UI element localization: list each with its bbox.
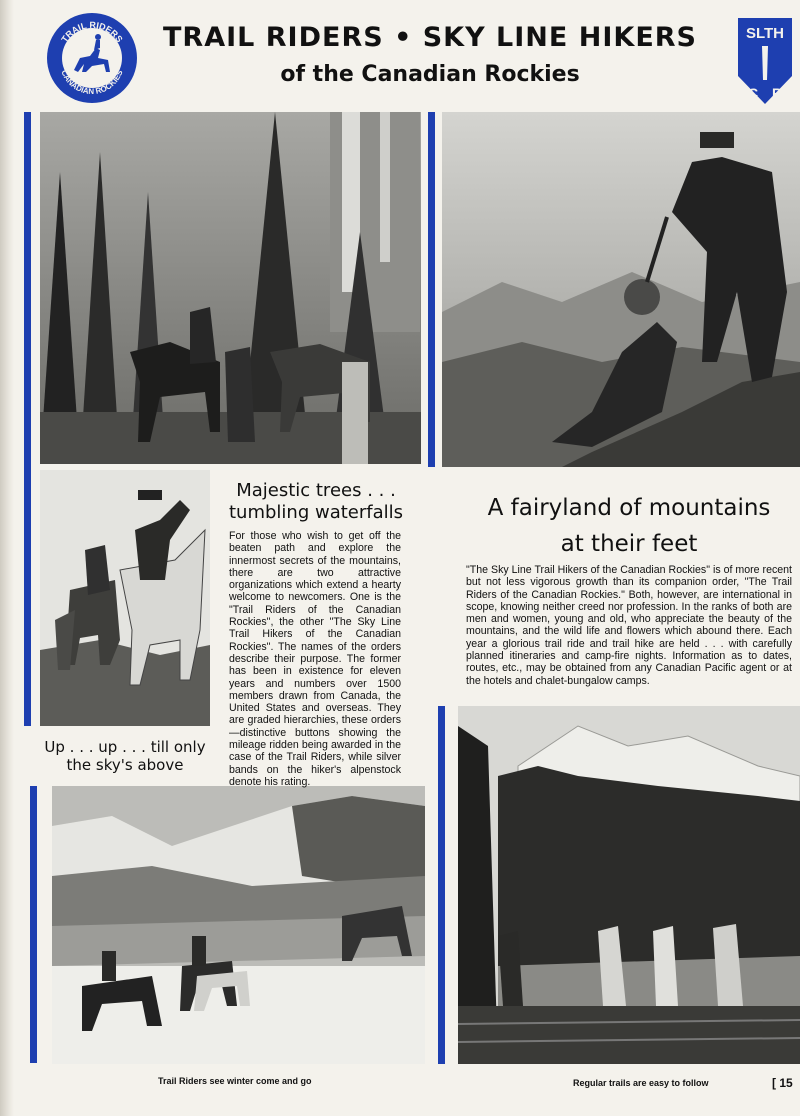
heading-line: tumbling waterfalls (228, 501, 403, 523)
svg-text:TRAIL RIDERS: TRAIL RIDERS (59, 19, 125, 45)
page-binding-edge (0, 0, 14, 1116)
fairyland-body-text: "The Sky Line Trail Hikers of the Canadian Rockies" is of more recent but not less vigorous growth than its companion order, "The Trail Riders of the Canadian Rockies." Both, however, are international in scope, knowing neither creed nor profession. In the ranks of both are men and women, young and old, who appreciate the beauty of the mountains, and the wild life and flowers which abound there. Each year a glorious trail ride and trail hike are held . . . with carefully planned itineraries and camp-fire nights. Information as to dates, routes, etc., may be obtained from any Canadian Pacific agent or at the hotels and chalet-bungalow camps. (466, 564, 792, 687)
caption-winter: Trail Riders see winter come and go (158, 1076, 312, 1086)
heading-fairyland (464, 490, 794, 562)
svg-text:SLTH: SLTH (745, 25, 785, 42)
photo-hikers-summit (442, 112, 800, 467)
svg-text:C: C (748, 85, 759, 101)
page-subtitle: of the Canadian Rockies (280, 62, 580, 87)
heading-line: Majestic trees . . . (236, 480, 396, 501)
heading-line: the sky's above (66, 756, 184, 774)
heading-up-up (30, 738, 220, 774)
caption-trails: Regular trails are easy to follow (573, 1078, 709, 1088)
heading-line: at their feet (560, 531, 698, 557)
heading-line: A fairyland of mountains (487, 495, 771, 521)
page-number: [ 15 (772, 1076, 793, 1090)
svg-text:CANADIAN ROCKIES: CANADIAN ROCKIES (59, 68, 125, 97)
heading-line: Up . . . up . . . till only (44, 738, 206, 756)
trees-body-text: For those who wish to get off the beaten path and explore the innermost secrets of the mountains, there are two attractive organizations which extend a hearty welcome to newcomers. One is the "Trail Riders of the Canadian Rockies", the other "The Sky Line Trail Hikers of the Canadian Rockies". The names of the orders describe their purpose. The former has been in existence for eleven years and numbers over 1500 members drawn from Canada, the United States and overseas. They are graded hierarchies, these orders—distinctive buttons showing the mileage ridden being awarded in the case of the Trail Riders, while silver bands on the hiker's alpenstock denote his rating. (229, 530, 401, 788)
svg-text:R: R (772, 85, 783, 101)
heading-majestic-trees (220, 480, 412, 523)
sky-line-hikers-badge (732, 14, 798, 106)
blue-rule (428, 112, 435, 467)
page-title: TRAIL RIDERS • SKY LINE HIKERS (163, 22, 697, 53)
photo-winter-riders (52, 786, 425, 1064)
blue-rule (24, 112, 31, 726)
photo-riders-pointing (40, 470, 210, 726)
photo-riders-waterfall (40, 112, 421, 464)
blue-rule (438, 706, 445, 1064)
trail-riders-badge (46, 12, 138, 104)
blue-rule (30, 786, 37, 1063)
photo-hikers-trail (458, 706, 800, 1064)
